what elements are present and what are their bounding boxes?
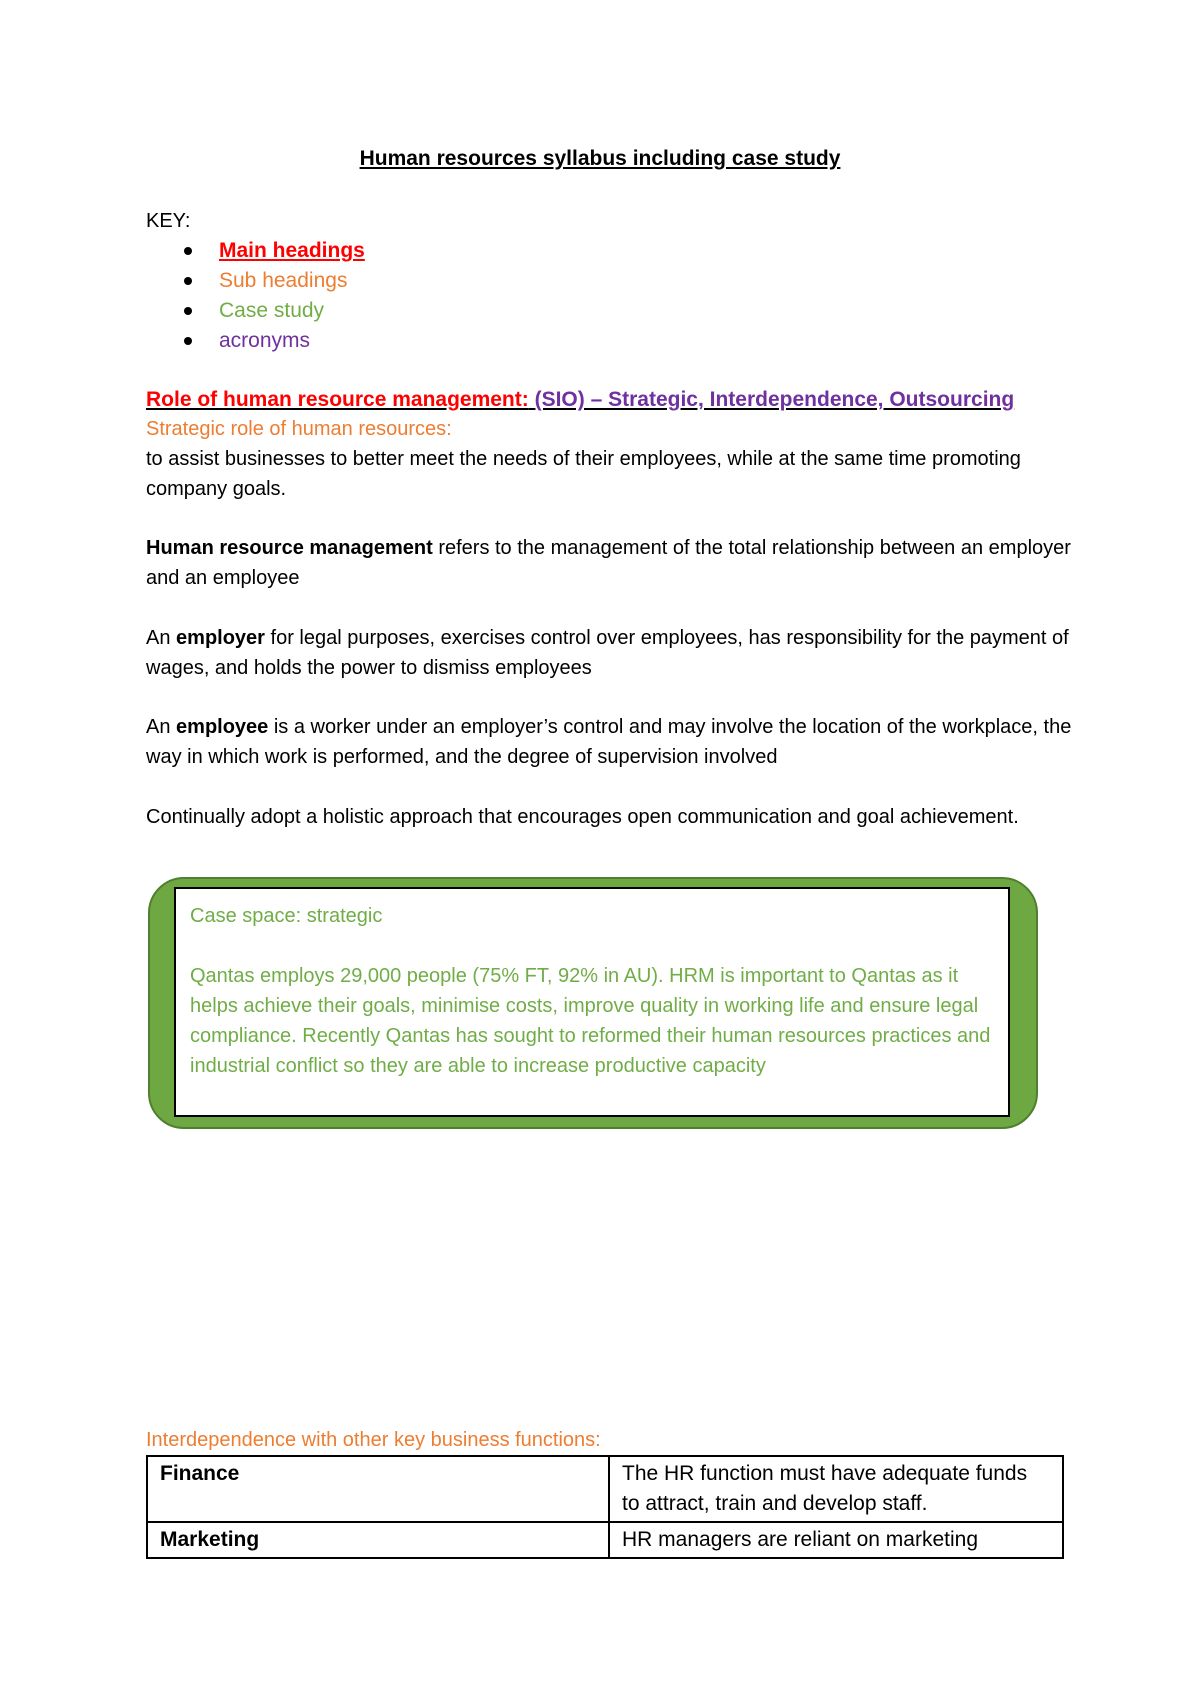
paragraph-hrm-definition: Human resource management refers to the management of the total relationship between an employer and an employee [146, 537, 1071, 589]
bullet-icon [184, 307, 192, 315]
subheading-interdependence: Interdependence with other key business functions: [146, 1429, 601, 1451]
function-cell: Finance [147, 1456, 609, 1522]
paragraph-strategic-intro: to assist businesses to better meet the needs of their employees, while at the same time promoting company goals. [146, 448, 1021, 500]
table-row [147, 1456, 1063, 1522]
term-hrm: Human resource management [146, 537, 433, 559]
term-employer: employer [176, 627, 265, 649]
description-cell: The HR function must have adequate funds to attract, train and develop staff. [609, 1456, 1063, 1522]
interdependence-table [146, 1455, 1064, 1559]
case-study-heading: Case space: strategic [190, 905, 383, 927]
case-study-body: Qantas employs 29,000 people (75% FT, 92% in AU). HRM is important to Qantas as it helps achieve their goals, minimise costs, improve quality in working life and ensure legal compliance. Recently Qantas has sought to reformed their human resources practices and industrial conflict so they are able to increase productive capacity [190, 965, 991, 1077]
key-item-sub-headings: Sub headings [146, 266, 365, 296]
key-item-acronyms: acronyms [146, 326, 365, 356]
paragraph-employer-definition: An employer for legal purposes, exercises control over employees, has responsibility for the payment of wages, and holds the power to dismiss employees [146, 627, 1069, 679]
key-item-main-headings: Main headings [146, 236, 365, 266]
document-title: Human resources syllabus including case study [359, 147, 841, 170]
key-label: KEY: [146, 210, 191, 232]
bullet-icon [184, 337, 192, 345]
key-item-case-study: Case study [146, 296, 365, 326]
acronym-sio: (SIO) – Strategic, Interdependence, Outsourcing [534, 388, 1015, 411]
bullet-icon [184, 277, 192, 285]
bullet-icon [184, 247, 192, 255]
key-list [146, 236, 365, 356]
function-cell: Marketing [147, 1522, 609, 1558]
description-cell: HR managers are reliant on marketing [609, 1522, 1063, 1558]
term-employee: employee [176, 716, 269, 738]
main-heading-role-of-hrm [146, 388, 1014, 412]
paragraph-holistic-approach: Continually adopt a holistic approach that encourages open communication and goal achievement. [146, 806, 1019, 828]
table-row [147, 1522, 1063, 1558]
paragraph-employee-definition: An employee is a worker under an employer’s control and may involve the location of the workplace, the way in which work is performed, and the degree of supervision involved [146, 716, 1072, 768]
case-study-box [174, 887, 1010, 1117]
main-heading-text: Role of human resource management: [146, 388, 529, 411]
subheading-strategic-role: Strategic role of human resources: [146, 418, 452, 440]
